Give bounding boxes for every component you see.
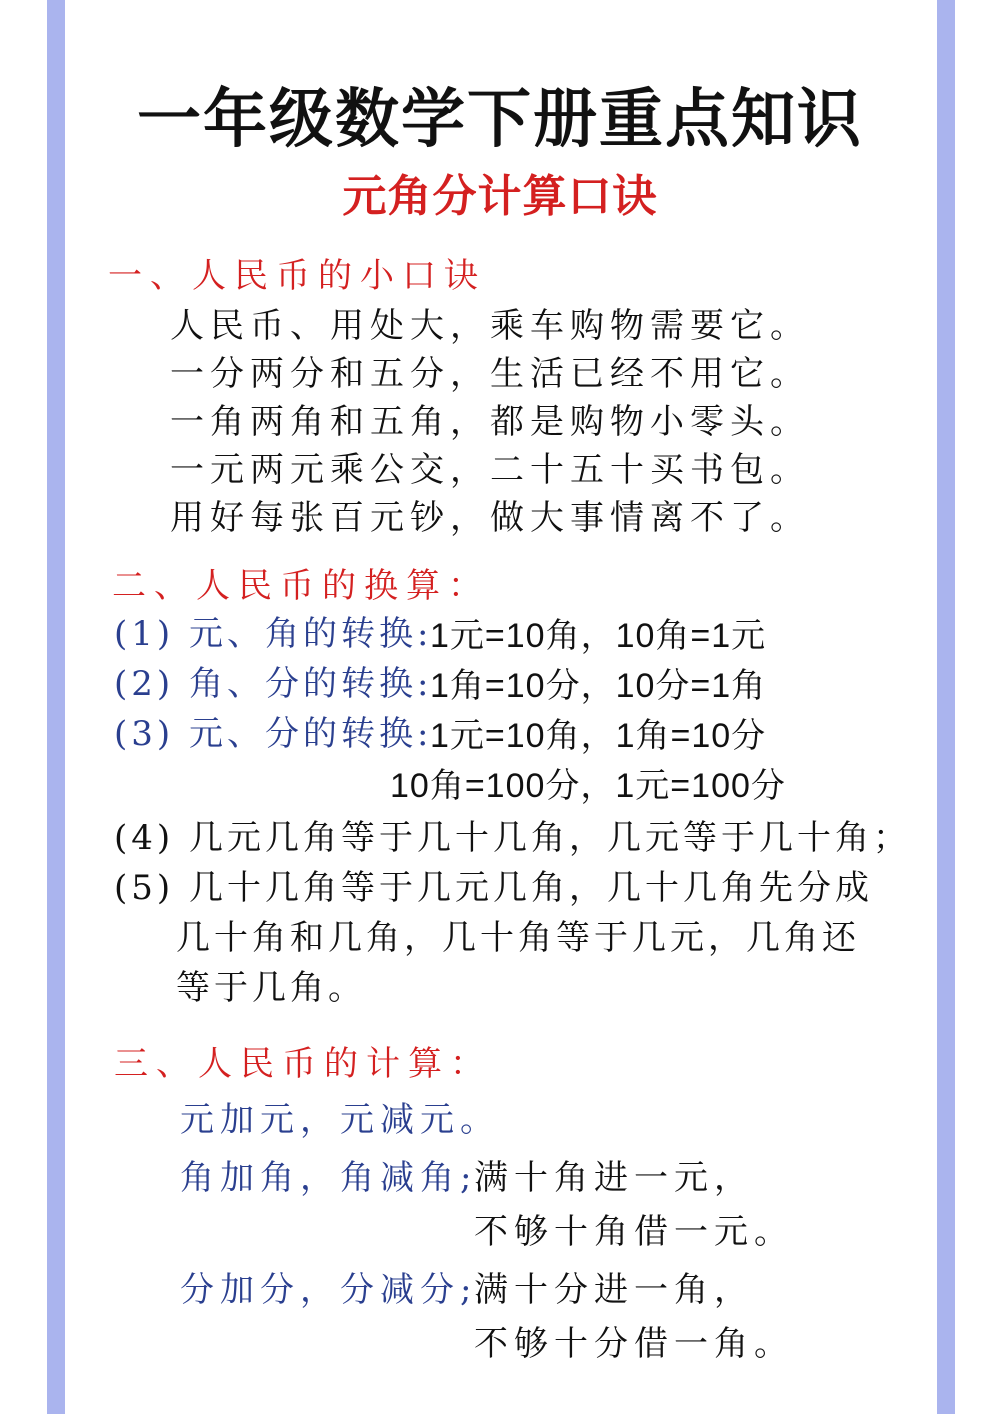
conversion-1-label: (1) 元、角的转换: xyxy=(114,614,433,654)
section1-heading: 一、人民币的小口诀 xyxy=(108,256,486,296)
section1-line-3: 一角两角和五角，都是购物小零头。 xyxy=(170,402,810,442)
section3-heading: 三、人民币的计算： xyxy=(114,1044,492,1084)
page-subtitle: 元角分计算口诀 xyxy=(342,171,658,222)
section1-line-1: 人民币、用处大，乘车购物需要它。 xyxy=(170,306,810,346)
section1-line-2: 一分两分和五分，生活已经不用它。 xyxy=(170,354,810,394)
conversion-3-value: 1元=10角，1角=10分 xyxy=(430,717,767,755)
jiao-rule-carry: 满十角进一元， xyxy=(474,1158,754,1198)
conversion-2-label: (2) 角、分的转换: xyxy=(114,664,433,704)
rule-5-line-1: (5) 几十几角等于几元几角，几十几角先分成 xyxy=(114,868,873,908)
rule-5-line-2: 几十角和几角，几十角等于几元，几角还 xyxy=(176,918,860,958)
fen-rule-carry: 满十分进一角， xyxy=(474,1270,754,1310)
rule-4: (4) 几元几角等于几十几角，几元等于几十角； xyxy=(114,818,911,858)
section1-line-4: 一元两元乘公交，二十五十买书包。 xyxy=(170,450,810,490)
yuan-rule: 元加元，元减元。 xyxy=(180,1100,500,1140)
page-title: 一年级数学下册重点知识 xyxy=(137,83,863,157)
section1-line-5: 用好每张百元钞，做大事情离不了。 xyxy=(170,498,810,538)
conversion-1-value: 1元=10角，10角=1元 xyxy=(430,617,767,655)
fen-rule-borrow: 不够十分借一角。 xyxy=(474,1324,794,1364)
jiao-rule-label: 角加角，角减角; xyxy=(180,1158,478,1198)
jiao-rule-borrow: 不够十角借一元。 xyxy=(474,1212,794,1252)
conversion-3-value-continued: 10角=100分，1元=100分 xyxy=(390,767,786,805)
section2-heading: 二、人民币的换算： xyxy=(112,566,490,606)
fen-rule-label: 分加分，分减分; xyxy=(180,1270,478,1310)
rule-5-line-3: 等于几角。 xyxy=(176,968,366,1008)
conversion-3-label: (3) 元、分的转换: xyxy=(114,714,433,754)
conversion-2-value: 1角=10分，10分=1角 xyxy=(430,667,767,705)
